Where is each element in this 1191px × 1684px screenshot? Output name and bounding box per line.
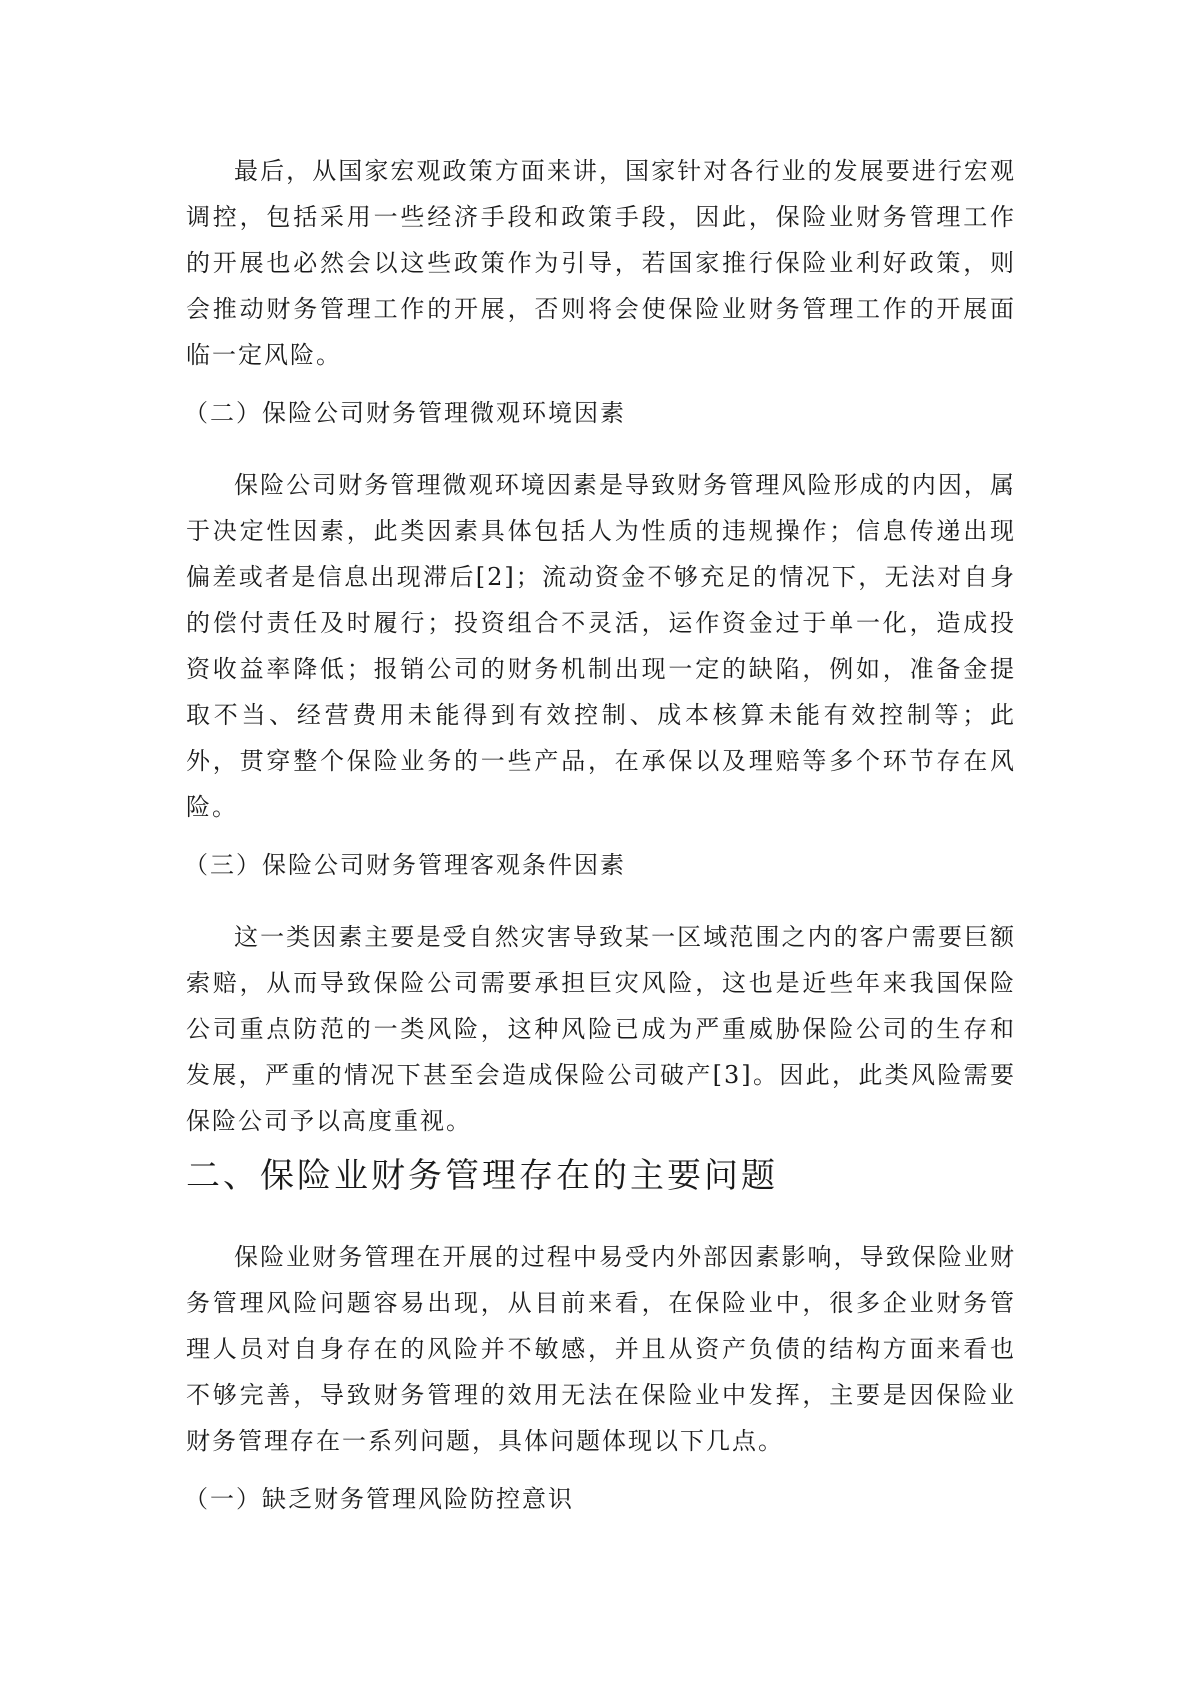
- paragraph-macro-policy: 最后，从国家宏观政策方面来讲，国家针对各行业的发展要进行宏观调控，包括采用一些经济手段和政策手段，因此，保险业财务管理工作的开展也必然会以这些政策作为引导，若国家推行保险业利好政策，则会推动财务管理工作的开展，否则将会使保险业财务管理工作的开展面临一定风险。: [186, 157, 1016, 369]
- heading-risk-awareness: （一）缺乏财务管理风险防控意识: [184, 1485, 574, 1513]
- heading-micro-environment: （二）保险公司财务管理微观环境因素: [184, 399, 626, 427]
- paragraph-objective-conditions: 这一类因素主要是受自然灾害导致某一区域范围之内的客户需要巨额索赔，从而导致保险公司需要承担巨灾风险，这也是近些年来我国保险公司重点防范的一类风险，这种风险已成为严重威胁保险公司的生存和发展，严重的情况下甚至会造成保险公司破产[3]。因此，此类风险需要保险公司予以高度重视。: [186, 923, 1016, 1135]
- section-heading-main-problems: 二、保险业财务管理存在的主要问题: [186, 1156, 778, 1196]
- paragraph-main-problems: 保险业财务管理在开展的过程中易受内外部因素影响，导致保险业财务管理风险问题容易出现，从目前来看，在保险业中，很多企业财务管理人员对自身存在的风险并不敏感，并且从资产负债的结构方面来看也不够完善，导致财务管理的效用无法在保险业中发挥，主要是因保险业财务管理存在一系列问题，具体问题体现以下几点。: [186, 1243, 1016, 1455]
- paragraph-micro-environment: 保险公司财务管理微观环境因素是导致财务管理风险形成的内因，属于决定性因素，此类因素具体包括人为性质的违规操作；信息传递出现偏差或者是信息出现滞后[2]；流动资金不够充足的情况下，无法对自身的偿付责任及时履行；投资组合不灵活，运作资金过于单一化，造成投资收益率降低；报销公司的财务机制出现一定的缺陷，例如，准备金提取不当、经营费用未能得到有效控制、成本核算未能有效控制等；此外，贯穿整个保险业务的一些产品，在承保以及理赔等多个环节存在风险。: [186, 471, 1016, 821]
- heading-objective-conditions: （三）保险公司财务管理客观条件因素: [184, 851, 626, 879]
- document-page: [186, 148, 1016, 1522]
